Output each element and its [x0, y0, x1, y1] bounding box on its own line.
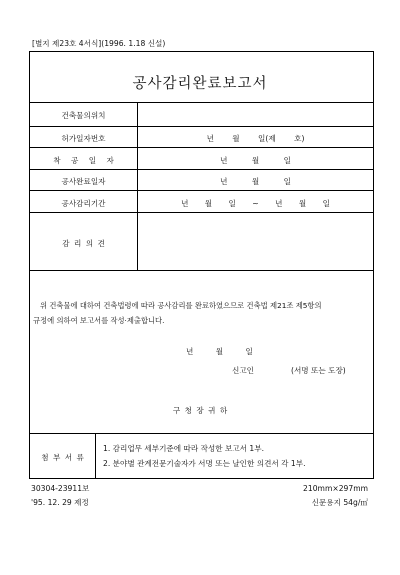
field-label: 건축물의위치	[61, 111, 106, 120]
paper-type: 신문용지 54g/㎡	[311, 498, 368, 507]
field-label: 허가일자번호	[61, 134, 106, 143]
enactment-date: '95. 12. 29 제정	[31, 498, 89, 507]
attachments-label: 첨 부 서 류	[41, 453, 84, 462]
table-line	[29, 126, 374, 127]
attachment-item: 1. 감리업무 세부기준에 따라 작성한 보고서 1부.	[103, 444, 265, 453]
field-value: 년 월 일(제 호)	[206, 134, 305, 143]
addressee: 구 청 장 귀 하	[172, 406, 228, 415]
declaration-date: 년 월 일	[186, 347, 253, 356]
table-line	[29, 212, 374, 213]
frame-right	[373, 51, 374, 479]
attachments-top-line	[29, 433, 374, 434]
paper-size: 210mm×297mm	[303, 484, 368, 493]
frame-bottom	[29, 478, 374, 479]
field-value: 년 월 일	[220, 177, 291, 186]
table-line	[29, 147, 374, 148]
field-label: 공사완료일자	[61, 177, 106, 186]
table-line	[29, 270, 374, 271]
form-number-note: [별지 제23호 4서식](1996. 1.18 신설)	[32, 39, 166, 48]
declaration-text-line1: 위 건축물에 대하여 건축법령에 따라 공사감리를 완료하였으므로 건축법 제21조 제5항의	[40, 301, 322, 310]
field-value: 년 월 일 ~ 년 월 일	[181, 199, 330, 208]
field-label: 공사감리기간	[61, 199, 106, 208]
declaration-text-line2: 규정에 의하여 보고서를 작성·제출합니다.	[33, 316, 165, 325]
attachments-divider	[95, 433, 96, 479]
signer-signature-note: (서명 또는 도장)	[291, 366, 346, 375]
field-value: 년 월 일	[220, 156, 291, 165]
table-line	[29, 102, 374, 103]
signer-label: 신고인	[232, 366, 255, 375]
field-label: 감 리 의 견	[62, 239, 105, 248]
field-label: 착 공 일 자	[53, 156, 114, 165]
form-title: 공사감리완료보고서	[132, 76, 268, 92]
attachment-item: 2. 분야별 관계전문기술자가 서명 또는 날인한 의견서 각 1부.	[103, 459, 306, 468]
form-code: 30304-23911보	[31, 484, 90, 493]
table-line	[29, 190, 374, 191]
table-line	[29, 169, 374, 170]
frame-top	[29, 51, 374, 52]
